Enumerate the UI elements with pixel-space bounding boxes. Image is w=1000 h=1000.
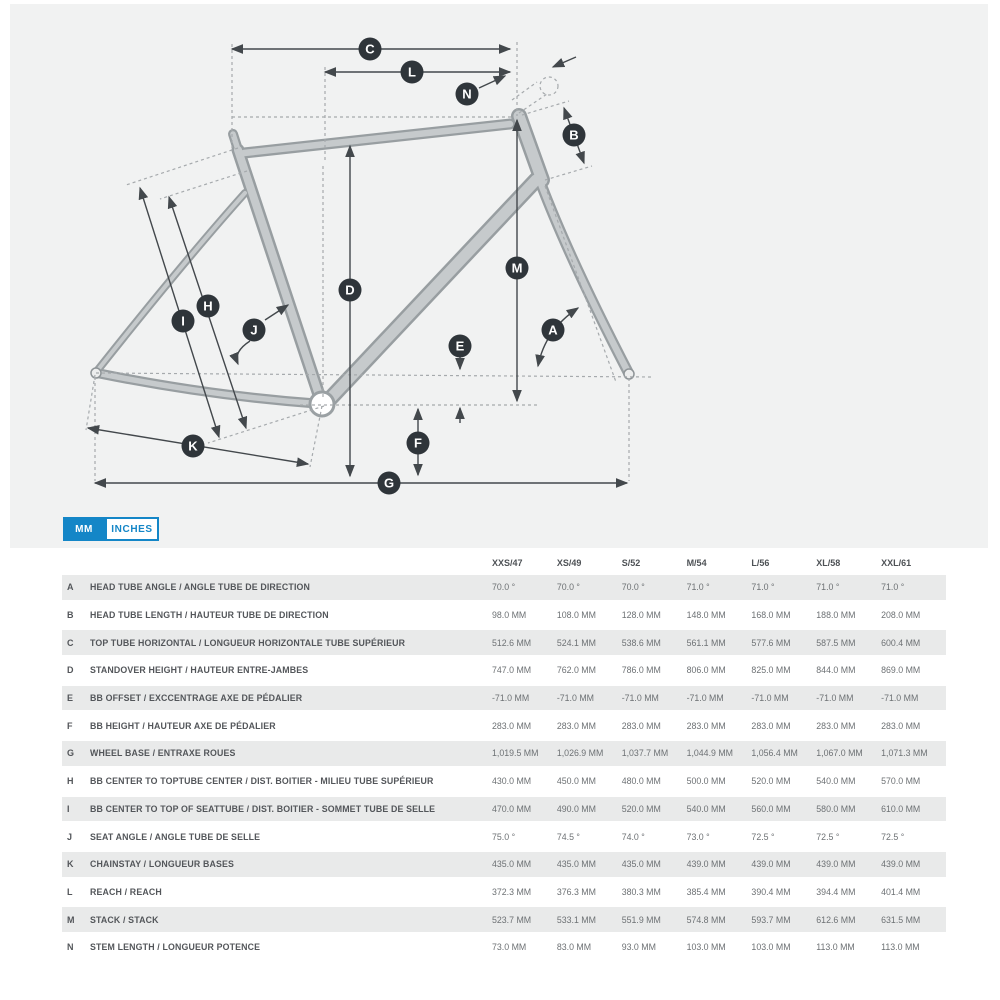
size-header: XS/49	[556, 558, 582, 568]
row-label: BB HEIGHT / HAUTEUR AXE DE PÉDALIER	[90, 720, 276, 731]
row-value: 73.0 °	[686, 831, 710, 842]
row-value: 435.0 MM	[621, 859, 661, 870]
table-row	[62, 907, 946, 935]
row-letter: F	[67, 720, 73, 731]
row-value: 747.0 MM	[492, 665, 532, 676]
row-letter: B	[67, 610, 74, 621]
table-row	[62, 686, 946, 714]
row-value: -71.0 MM	[556, 693, 594, 704]
row-value: 430.0 MM	[492, 776, 532, 787]
row-value: 283.0 MM	[816, 720, 856, 731]
row-value: 439.0 MM	[881, 859, 921, 870]
marker-e	[449, 335, 472, 358]
row-value: 533.1 MM	[556, 914, 596, 925]
svg-text:J: J	[250, 322, 258, 338]
row-value: 439.0 MM	[686, 859, 726, 870]
row-value: 869.0 MM	[881, 665, 921, 676]
table-row	[62, 824, 946, 852]
row-value: 93.0 MM	[621, 942, 656, 953]
row-value: 103.0 MM	[751, 942, 791, 953]
table-row	[62, 852, 946, 880]
row-letter: J	[67, 831, 73, 842]
table-row	[62, 658, 946, 686]
row-value: 390.4 MM	[751, 886, 791, 897]
row-value: -71.0 MM	[686, 693, 724, 704]
row-value: 512.6 MM	[492, 637, 532, 648]
row-value: 524.1 MM	[556, 637, 596, 648]
row-value: 806.0 MM	[686, 665, 726, 676]
row-value: 435.0 MM	[556, 859, 596, 870]
row-label: TOP TUBE HORIZONTAL / LONGUEUR HORIZONTALE TUBE SUPÉRIEUR	[90, 637, 406, 648]
row-value: 70.0 °	[492, 582, 516, 593]
mm-button[interactable]: MM	[63, 517, 105, 541]
row-value: 577.6 MM	[751, 637, 791, 648]
row-value: 523.7 MM	[492, 914, 532, 925]
table-row	[62, 935, 946, 963]
row-value: 540.0 MM	[686, 803, 726, 814]
table-row	[62, 713, 946, 741]
row-label: CHAINSTAY / LONGUEUR BASES	[90, 859, 235, 870]
row-value: 825.0 MM	[751, 665, 791, 676]
row-value: 786.0 MM	[621, 665, 661, 676]
table-row	[62, 797, 946, 825]
unit-toggle	[63, 517, 159, 541]
row-value: 520.0 MM	[621, 803, 661, 814]
row-value: 470.0 MM	[492, 803, 532, 814]
row-value: 168.0 MM	[751, 610, 791, 621]
row-value: -71.0 MM	[751, 693, 789, 704]
row-letter: L	[67, 886, 73, 897]
row-label: BB CENTER TO TOPTUBE CENTER / DIST. BOITIER - MILIEU TUBE SUPÉRIEUR	[90, 776, 434, 787]
row-label: STACK / STACK	[90, 914, 159, 925]
svg-text:G: G	[383, 475, 395, 491]
row-value: 401.4 MM	[881, 886, 921, 897]
row-label: BB CENTER TO TOP OF SEATTUBE / DIST. BOITIER - SOMMET TUBE DE SELLE	[90, 803, 436, 814]
svg-text:E: E	[455, 338, 465, 354]
row-value: 762.0 MM	[556, 665, 596, 676]
row-value: 844.0 MM	[816, 665, 856, 676]
table-row	[62, 880, 946, 908]
row-letter: G	[67, 748, 75, 759]
row-value: 560.0 MM	[751, 803, 791, 814]
size-header: XXL/61	[881, 558, 912, 568]
table-row	[62, 741, 946, 769]
inches-button[interactable]: INCHES	[105, 517, 159, 541]
row-letter: A	[67, 582, 74, 593]
row-value: 587.5 MM	[816, 637, 856, 648]
row-value: 188.0 MM	[816, 610, 856, 621]
marker-f	[407, 432, 430, 455]
row-value: 1,071.3 MM	[881, 748, 928, 759]
row-letter: K	[67, 859, 74, 870]
row-value: -71.0 MM	[881, 693, 919, 704]
row-letter: N	[67, 942, 74, 953]
diagram-panel	[10, 4, 988, 548]
row-value: 610.0 MM	[881, 803, 921, 814]
row-value: 71.0 °	[816, 582, 840, 593]
marker-j	[243, 319, 266, 342]
row-value: 551.9 MM	[621, 914, 661, 925]
row-value: 439.0 MM	[816, 859, 856, 870]
row-value: 83.0 MM	[556, 942, 592, 953]
marker-h	[197, 295, 220, 318]
row-value: 75.0 °	[492, 831, 516, 842]
marker-k	[182, 435, 205, 458]
row-value: -71.0 MM	[621, 693, 659, 704]
row-value: 612.6 MM	[816, 914, 856, 925]
row-value: 593.7 MM	[751, 914, 791, 925]
marker-l	[401, 61, 424, 84]
size-header: XL/58	[816, 558, 841, 568]
table-row	[62, 603, 946, 631]
row-value: 380.3 MM	[621, 886, 661, 897]
marker-a	[542, 319, 565, 342]
svg-text:D: D	[345, 282, 355, 298]
svg-text:I: I	[181, 313, 185, 329]
table-row	[62, 575, 946, 603]
row-value: 540.0 MM	[816, 776, 856, 787]
row-value: 71.0 °	[751, 582, 775, 593]
row-label: STEM LENGTH / LONGUEUR POTENCE	[90, 942, 261, 953]
row-value: 1,056.4 MM	[751, 748, 798, 759]
row-value: 385.4 MM	[686, 886, 726, 897]
row-label: BB OFFSET / EXCCENTRAGE AXE DE PÉDALIER	[90, 693, 303, 704]
row-letter: C	[67, 637, 74, 648]
row-value: 208.0 MM	[881, 610, 921, 621]
row-value: 480.0 MM	[621, 776, 661, 787]
row-value: 490.0 MM	[556, 803, 596, 814]
row-letter: I	[67, 803, 70, 814]
row-value: 98.0 MM	[492, 610, 527, 621]
row-value: 103.0 MM	[686, 942, 726, 953]
row-label: STANDOVER HEIGHT / HAUTEUR ENTRE-JAMBES	[90, 665, 309, 676]
row-value: 70.0 °	[556, 582, 580, 593]
row-value: 574.8 MM	[686, 914, 726, 925]
marker-m	[506, 257, 529, 280]
row-value: 73.0 MM	[492, 942, 527, 953]
row-value: 113.0 MM	[816, 942, 855, 953]
size-header: L/56	[751, 558, 770, 568]
row-value: -71.0 MM	[816, 693, 854, 704]
svg-text:L: L	[408, 64, 416, 80]
row-value: 1,037.7 MM	[621, 748, 669, 759]
front-dropout	[624, 369, 634, 379]
row-value: 148.0 MM	[686, 610, 726, 621]
marker-i	[172, 310, 195, 333]
svg-text:A: A	[548, 322, 558, 338]
geometry-table	[62, 551, 946, 963]
row-value: 600.4 MM	[881, 637, 921, 648]
table-row	[62, 769, 946, 797]
row-value: 113.0 MM	[881, 942, 920, 953]
row-value: 72.5 °	[751, 831, 775, 842]
svg-text:B: B	[569, 127, 579, 143]
size-header: S/52	[621, 558, 641, 568]
marker-g	[378, 472, 401, 495]
row-value: 71.0 °	[881, 582, 905, 593]
row-value: 283.0 MM	[751, 720, 791, 731]
row-letter: M	[67, 914, 75, 925]
row-value: 538.6 MM	[621, 637, 661, 648]
svg-text:F: F	[414, 435, 422, 451]
row-value: 72.5 °	[816, 831, 840, 842]
row-label: HEAD TUBE ANGLE / ANGLE TUBE DE DIRECTION	[90, 582, 311, 593]
row-value: 376.3 MM	[556, 886, 596, 897]
svg-text:K: K	[188, 438, 198, 454]
svg-text:N: N	[462, 86, 472, 102]
row-value: 580.0 MM	[816, 803, 856, 814]
row-value: 1,044.9 MM	[686, 748, 734, 759]
svg-text:C: C	[365, 41, 375, 57]
row-value: 435.0 MM	[492, 859, 532, 870]
row-label: HEAD TUBE LENGTH / HAUTEUR TUBE DE DIRECTION	[90, 610, 329, 621]
row-value: -71.0 MM	[492, 693, 530, 704]
svg-text:M: M	[511, 260, 523, 276]
row-value: 570.0 MM	[881, 776, 921, 787]
row-value: 1,026.9 MM	[556, 748, 604, 759]
row-label: WHEEL BASE / ENTRAXE ROUES	[90, 748, 236, 759]
row-letter: D	[67, 665, 74, 676]
row-value: 372.3 MM	[492, 886, 532, 897]
row-value: 283.0 MM	[686, 720, 726, 731]
row-value: 72.5 °	[881, 831, 905, 842]
marker-d	[339, 279, 362, 302]
row-letter: H	[67, 776, 74, 787]
table-body	[62, 575, 946, 963]
row-value: 283.0 MM	[492, 720, 532, 731]
row-value: 71.0 °	[686, 582, 710, 593]
row-value: 561.1 MM	[686, 637, 726, 648]
row-letter: E	[67, 693, 74, 704]
row-value: 108.0 MM	[556, 610, 596, 621]
row-value: 1,019.5 MM	[492, 748, 539, 759]
size-header: M/54	[686, 558, 707, 568]
row-value: 450.0 MM	[556, 776, 596, 787]
row-value: 283.0 MM	[621, 720, 661, 731]
row-value: 1,067.0 MM	[816, 748, 863, 759]
row-label: REACH / REACH	[90, 886, 162, 897]
row-value: 283.0 MM	[556, 720, 596, 731]
svg-text:H: H	[203, 298, 213, 314]
row-value: 520.0 MM	[751, 776, 791, 787]
bottom-bracket	[310, 392, 334, 416]
marker-c	[359, 38, 382, 61]
row-value: 283.0 MM	[881, 720, 921, 731]
table-row	[62, 630, 946, 658]
table-header-row	[62, 551, 946, 575]
marker-n	[456, 83, 479, 106]
size-header: XXS/47	[492, 558, 523, 568]
row-value: 74.5 °	[556, 831, 580, 842]
row-value: 70.0 °	[621, 582, 645, 593]
row-label: SEAT ANGLE / ANGLE TUBE DE SELLE	[90, 831, 261, 842]
row-value: 500.0 MM	[686, 776, 726, 787]
row-value: 74.0 °	[621, 831, 645, 842]
row-value: 128.0 MM	[621, 610, 661, 621]
row-value: 394.4 MM	[816, 886, 856, 897]
row-value: 631.5 MM	[881, 914, 921, 925]
marker-b	[563, 124, 586, 147]
row-value: 439.0 MM	[751, 859, 791, 870]
